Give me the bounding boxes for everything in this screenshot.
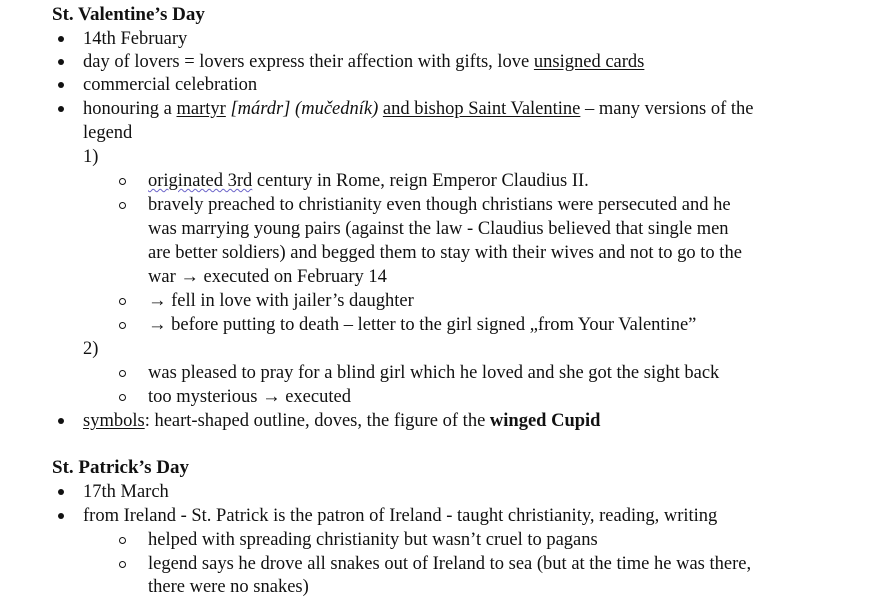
valentine-honouring [83,97,754,121]
bishop-text: and bishop Saint Valentine [382,99,581,119]
sub-bullet-icon [119,528,129,552]
patrick-helped: helped with spreading christianity but wasn’t cruel to pagans [148,530,598,550]
v2-blind: was pleased to pray for a blind girl which he loved and she got the sight back [148,363,720,383]
valentine-symbols [83,409,600,433]
patrick-heading: St. Patrick’s Day [52,457,190,478]
sub-bullet-icon [119,193,129,217]
patrick-date: 17th March [83,482,169,502]
lovers-text: day of lovers = lovers express their affection with gifts, love [83,52,534,72]
unsigned-cards-text: unsigned cards [533,52,645,72]
versions-text: – many versions of the [580,99,754,119]
version-1-number: 1) [83,147,99,167]
v1-preached-line: was marrying young pairs (against the law - Claudius believed that single men [148,219,729,239]
originated-text: originated 3rd [148,171,253,191]
valentine-commercial: commercial celebration [83,75,258,95]
winged-cupid-text: winged Cupid [489,411,601,431]
symbols-text: : heart-shaped outline, doves, the figure of the [144,411,490,431]
originated-rest: century in Rome, reign Emperor Claudius II. [252,171,589,191]
bullet-icon [57,50,67,74]
bullet-icon [57,73,67,97]
sub-bullet-icon [119,385,129,409]
bullet-icon [57,504,67,528]
v2-mysterious: too mysterious → executed [148,387,351,407]
bullet-icon [57,480,67,504]
v1-originated [148,169,589,193]
patrick-legend-line: legend says he drove all snakes out of Ireland to sea (but at the time he was there, [148,554,752,574]
sub-bullet-icon [119,169,129,193]
v1-preached-line: are better soldiers) and begged them to stay with their wives and not to go to the [148,243,742,263]
bullet-icon [57,97,67,121]
sub-bullet-icon [119,361,129,385]
v1-letter: → before putting to death – letter to the girl signed „from Your Valentine” [148,315,697,335]
valentine-date: 14th February [83,29,188,49]
version-2-number: 2) [83,339,99,359]
honouring-text: honouring a [83,99,177,119]
martyr-pronunciation: [márdr] (mučedník) [225,99,383,119]
martyr-text: martyr [176,99,226,119]
sub-bullet-icon [119,552,129,576]
bullet-icon [57,409,67,433]
v1-preached-line: war → executed on February 14 [148,267,387,287]
sub-bullet-icon [119,289,129,313]
valentine-honouring-cont: legend [83,123,133,143]
sub-bullet-icon [119,313,129,337]
valentine-lovers [83,50,644,74]
v1-preached-line: bravely preached to christianity even though christians were persecuted and he [148,195,731,215]
patrick-ireland: from Ireland - St. Patrick is the patron of Ireland - taught christianity, reading, writing [83,506,718,526]
patrick-legend-line: there were no snakes) [148,577,309,597]
bullet-icon [57,27,67,51]
valentine-heading: St. Valentine’s Day [52,4,205,25]
v1-jailer: → fell in love with jailer’s daughter [148,291,414,311]
symbols-label: symbols [83,411,145,431]
